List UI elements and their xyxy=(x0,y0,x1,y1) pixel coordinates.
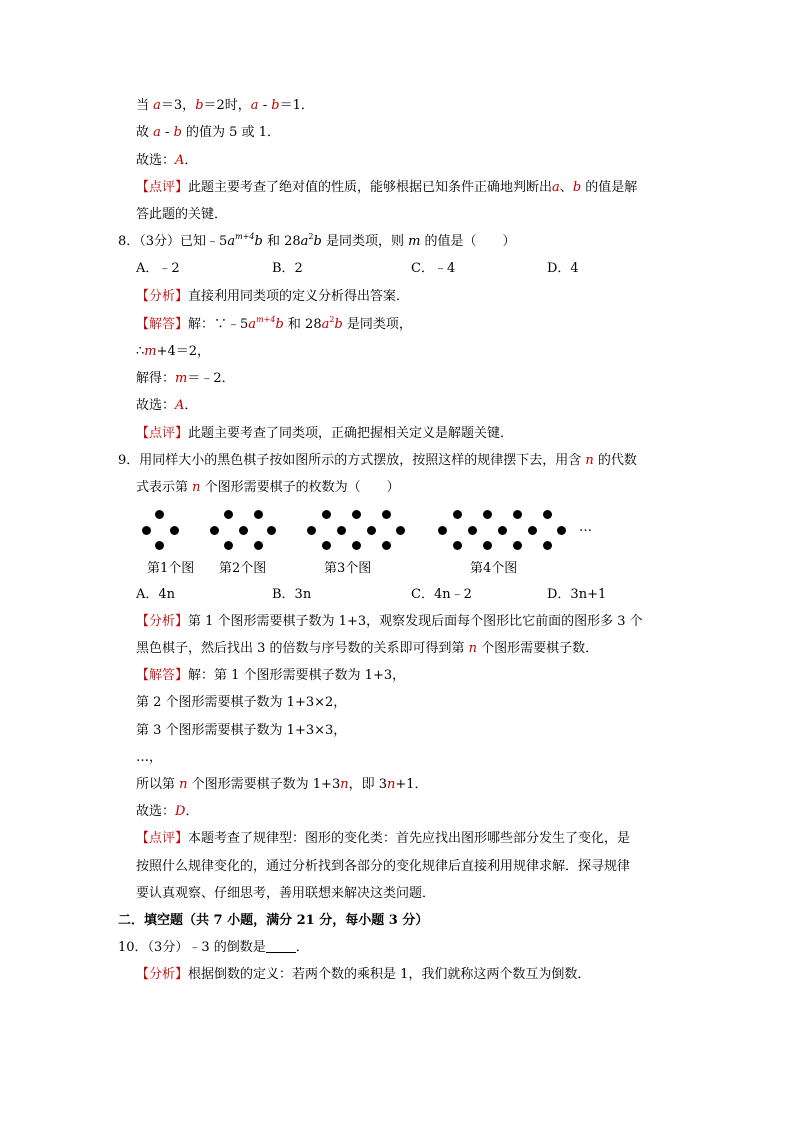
q8-analysis: 【分析】直接利用同类项的定义分析得出答案． xyxy=(136,289,410,304)
dot xyxy=(453,510,462,519)
dot xyxy=(239,526,248,535)
q9-analysis-1: 【分析】第 1 个图形需要棋子数为 1+3，观察发现后面每个图形比它前面的图形多 3 个 xyxy=(136,614,643,629)
dot xyxy=(224,510,233,519)
figure-1-label: 第1个图 xyxy=(147,561,195,576)
dot xyxy=(483,541,492,550)
dot xyxy=(307,526,316,535)
q8-stem: 8．（3分）已知$﹣5a^{m+4}b$ 和 $28a^2b$ 是同类项，则 m 的值是（ ） xyxy=(118,232,516,249)
figure-ellipsis: … xyxy=(579,520,593,535)
dot xyxy=(498,526,507,535)
q8-choice-c[interactable]: C．﹣4 xyxy=(411,261,456,276)
q9-choice-a[interactable]: A．4n xyxy=(136,587,176,602)
q9-review-1: 【点评】本题考查了规律型：图形的变化类：首先应找出图形哪些部分发生了变化，是 xyxy=(136,831,631,846)
dot xyxy=(254,541,263,550)
q9-solution-5: 所以第 n 个图形需要棋子数为 1+3n，即 3n+1． xyxy=(136,777,428,792)
dot xyxy=(543,541,552,550)
q9-choice-b[interactable]: B．3n xyxy=(272,587,312,602)
dot xyxy=(322,510,331,519)
figure-2-label: 第2个图 xyxy=(219,561,267,576)
q8-review: 【点评】此题主要考查了同类项，正确把握相关定义是解题关键． xyxy=(136,426,514,441)
dot xyxy=(367,526,376,535)
q8-choice-a[interactable]: A．﹣2 xyxy=(136,261,180,276)
dot xyxy=(224,541,233,550)
answer-blank[interactable] xyxy=(266,940,296,953)
dot xyxy=(543,510,552,519)
dot xyxy=(352,510,361,519)
q9-analysis-2: 黑色棋子，然后找出 3 的倍数与序号数的关系即可得到第 n 个图形需要棋子数． xyxy=(136,641,599,656)
dot xyxy=(254,510,263,519)
q9-figure xyxy=(0,500,794,580)
q9-solution-1: 【解答】解：第 1 个图形需要棋子数为 1+3， xyxy=(136,668,406,683)
q8-choice-b[interactable]: B．2 xyxy=(272,261,303,276)
q8-answer: 故选：A． xyxy=(136,398,198,413)
q8-solution: 【解答】解：$\because﹣5a^{m+4}b$ 和 $28a^2b$ 是同类项， xyxy=(136,315,412,332)
dot xyxy=(322,541,331,550)
section-title: 二．填空题（共 7 小题，满分 21 分，每小题 3 分） xyxy=(118,913,429,928)
q8-step-1: ∴m+4＝2， xyxy=(136,344,211,359)
dot xyxy=(513,510,522,519)
dot xyxy=(155,510,164,519)
prev-solution-line-1: 当 a＝3，b＝2时，a - b＝1． xyxy=(136,98,314,113)
prev-answer: 故选：A． xyxy=(136,153,198,168)
q9-solution-2: 第 2 个图形需要棋子数为 1+3×2， xyxy=(136,695,347,710)
dot xyxy=(267,526,276,535)
dot xyxy=(483,510,492,519)
q9-answer: 故选：D． xyxy=(136,804,199,819)
q9-solution-3: 第 3 个图形需要棋子数为 1+3×3， xyxy=(136,723,347,738)
dot xyxy=(210,526,219,535)
dot xyxy=(438,526,447,535)
dot xyxy=(513,541,522,550)
q8-choice-d[interactable]: D．4 xyxy=(547,261,579,276)
dot xyxy=(453,541,462,550)
dot xyxy=(528,526,537,535)
q9-choice-d[interactable]: D．3n+1 xyxy=(547,587,607,602)
dot xyxy=(142,526,151,535)
dot xyxy=(352,541,361,550)
q9-solution-4: …， xyxy=(136,750,163,765)
q9-stem-1: 9．用同样大小的黑色棋子按如图所示的方式摆放，按照这样的规律摆下去，用含 n 的代数 xyxy=(118,453,637,468)
dot xyxy=(382,510,391,519)
q10-analysis: 【分析】根据倒数的定义：若两个数的乘积是 1，我们就称这两个数互为倒数． xyxy=(136,967,591,982)
q9-choice-c[interactable]: C．4n﹣2 xyxy=(411,587,472,602)
dot xyxy=(155,541,164,550)
dot xyxy=(382,541,391,550)
prev-review: 【点评】此题主要考查了绝对值的性质，能够根据已知条件正确地判断出a、b 的值是解 xyxy=(136,180,638,195)
figure-4-label: 第4个图 xyxy=(470,561,518,576)
dot xyxy=(557,526,566,535)
q9-review-3: 要认真观察、仔细思考，善用联想来解决这类问题． xyxy=(136,886,436,901)
dot xyxy=(170,526,179,535)
prev-review-cont: 答此题的关键． xyxy=(136,207,228,222)
figure-3-label: 第3个图 xyxy=(324,561,372,576)
q8-step-2: 解得：m＝﹣2． xyxy=(136,371,235,386)
dot xyxy=(337,526,346,535)
dot xyxy=(396,526,405,535)
review-tag: 【点评】 xyxy=(136,180,189,195)
dot xyxy=(468,526,477,535)
q10-stem: 10．（3分）﹣3 的倒数是 ． xyxy=(118,940,309,955)
q9-review-2: 按照什么规律变化的，通过分析找到各部分的变化规律后直接利用规律求解．探寻规律 xyxy=(136,859,631,874)
prev-solution-line-2: 故 a - b 的值为 5 或 1． xyxy=(136,125,280,140)
q9-stem-2: 式表示第 n 个图形需要棋子的枚数为（ ） xyxy=(136,480,400,495)
